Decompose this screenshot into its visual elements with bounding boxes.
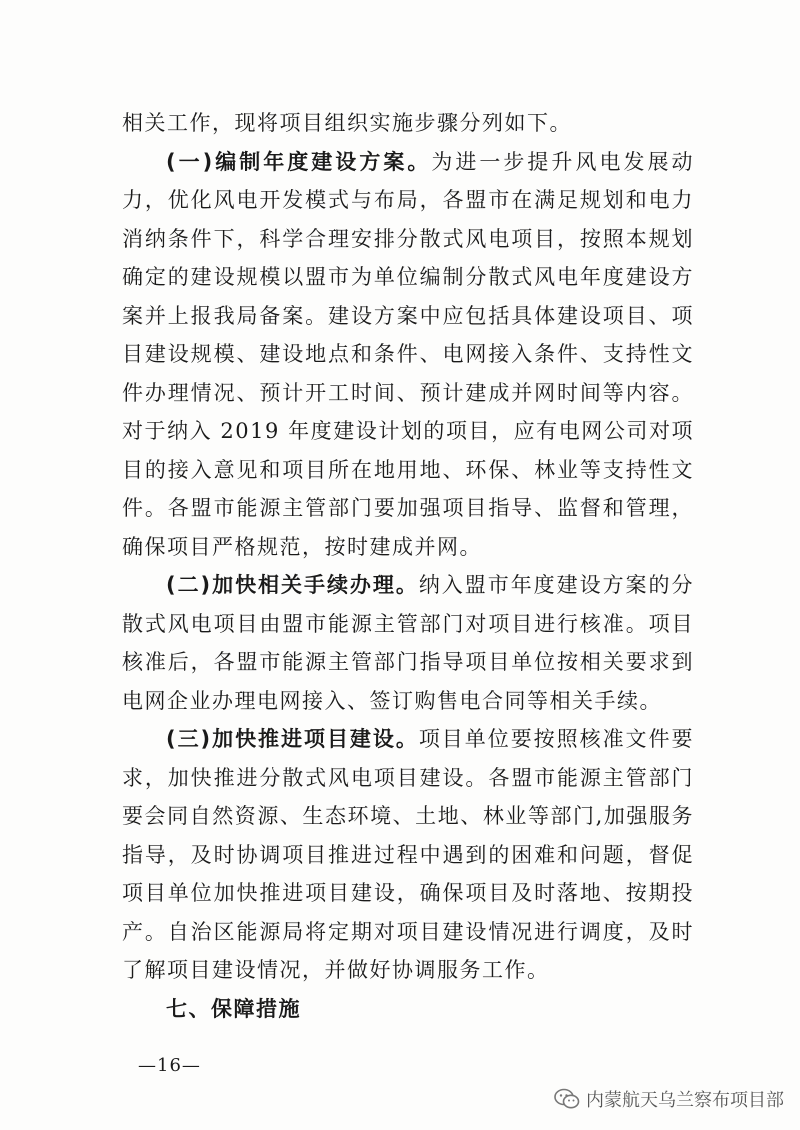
paragraph-text: 纳入盟市年度建设方案的分散式风电项目由盟市能源主管部门对项目进行核准。项目核准后，各盟市能源主管部门指导项目单位按相关要求到电网企业办理电网接入、签订购售电合同等相关手续。: [122, 573, 694, 713]
paragraph-annual-plan: [122, 143, 694, 567]
paragraph-lead: (三)加快推进项目建设。: [166, 727, 419, 751]
paragraph-lead: (二)加快相关手续办理。: [166, 573, 419, 597]
document-body: [122, 104, 694, 1028]
paragraph-text: 项目单位要按照核准文件要求，加快推进分散式风电项目建设。各盟市能源主管部门要会同自然资源、生态环境、土地、林业等部门,加强服务指导，及时协调项目推进过程中遇到的困难和问题，督促项目单位加快推进项目建设，确保项目及时落地、按期投产。自治区能源局将定期对项目建设情况进行调度，及时了解项目建设情况，并做好协调服务工作。: [122, 727, 694, 982]
paragraph-lead: (一)编制年度建设方案。: [166, 149, 432, 174]
watermark: [554, 1086, 784, 1112]
watermark-text: 内蒙航天乌兰察布项目部: [586, 1090, 784, 1111]
page-number: —16—: [138, 1055, 201, 1076]
paragraph-text: 相关工作，现将项目组织实施步骤分列如下。: [122, 111, 572, 135]
wechat-icon: [554, 1088, 580, 1110]
paragraph-intro: [122, 104, 694, 143]
paragraph-procedures: [122, 566, 694, 720]
paragraph-text: 为进一步提升风电发展动力，优化风电开发模式与布局，各盟市在满足规划和电力消纳条件下，科学合理安排分散式风电项目，按照本规划确定的建设规模以盟市为单位编制分散式风电年度建设方案并上报我局备案。建设方案中应包括具体建设项目、项目建设规模、建设地点和条件、电网接入条件、支持性文件办理情况、预计开工时间、预计建成并网时间等内容。对于纳入 2019 年度建设计划的项目，应有电网公司对项目的接入意见和项目所在地用地、环保、林业等支持性文件。各盟市能源主管部门要加强项目指导、监督和管理，确保项目严格规范，按时建成并网。: [122, 149, 694, 559]
section-heading: 七、保障措施: [166, 996, 301, 1021]
paragraph-construction: [122, 720, 694, 990]
